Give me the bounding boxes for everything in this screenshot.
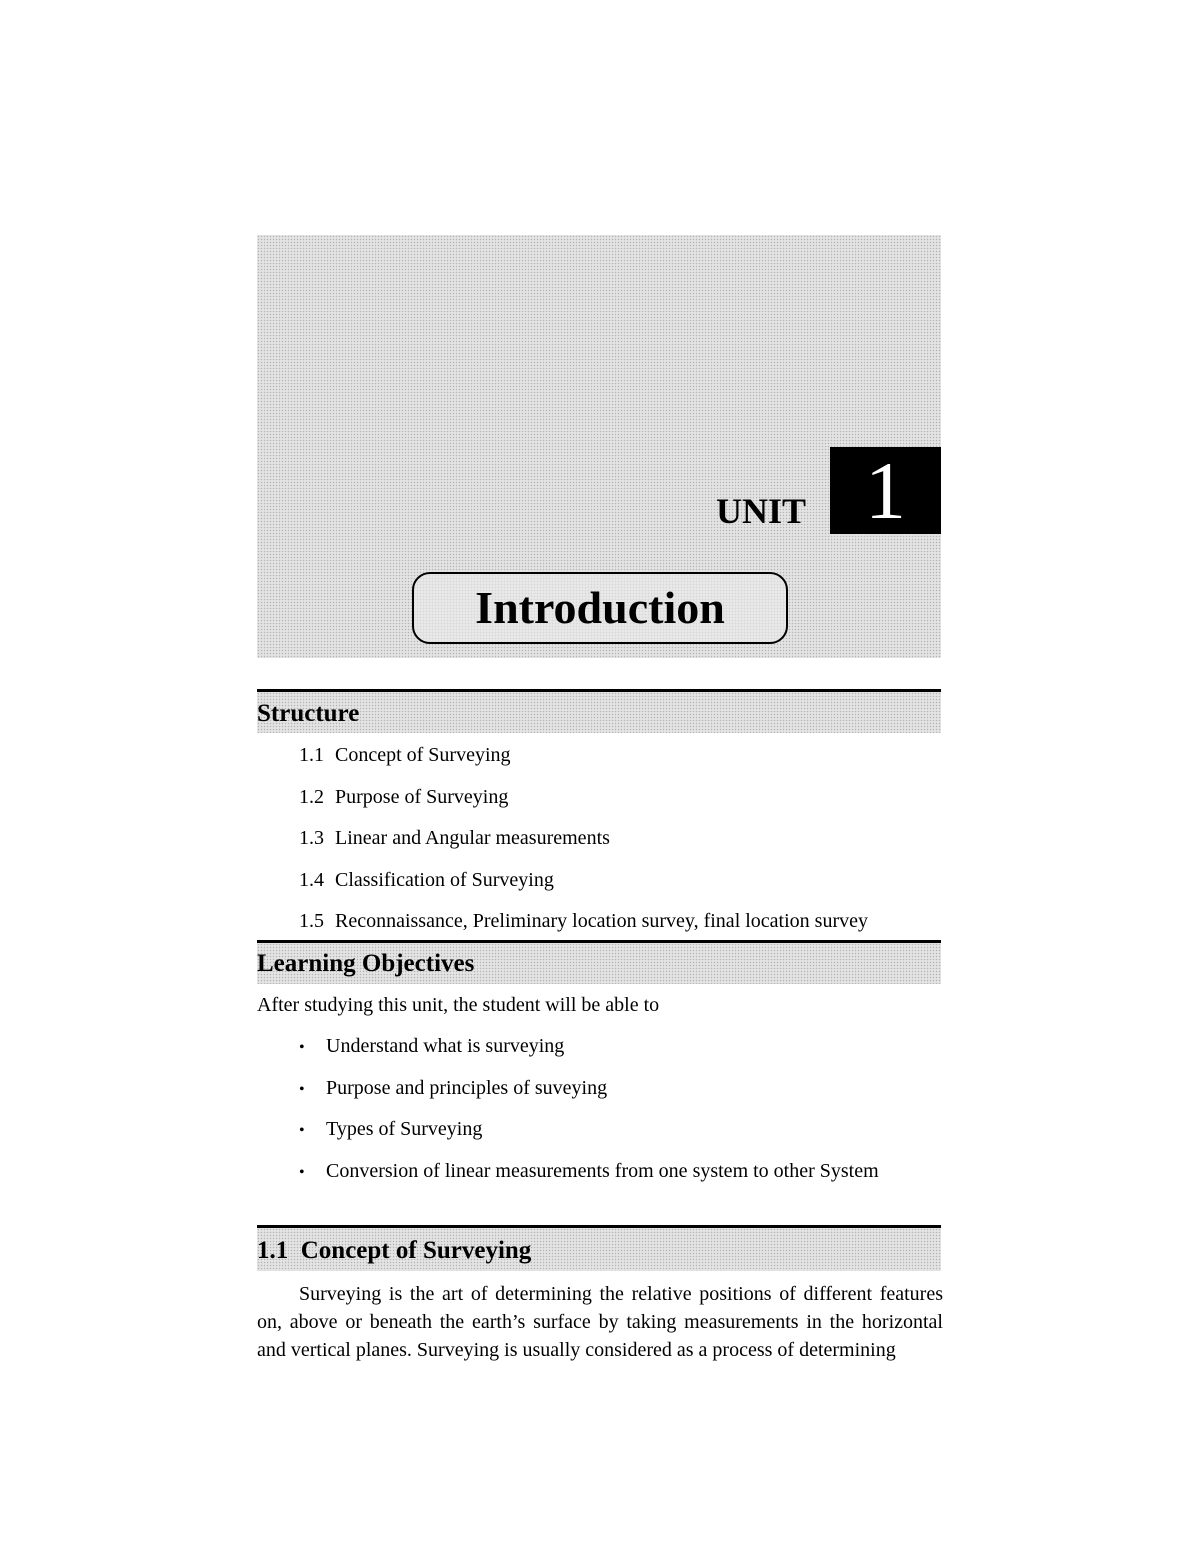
objective-item: [299, 1158, 879, 1186]
toc-item: [299, 742, 511, 768]
toc-item-text: Linear and Angular measurements: [335, 827, 610, 849]
toc-item-number: 1.4: [299, 869, 324, 891]
toc-item-text: Reconnaissance, Preliminary location survey, final location survey: [335, 910, 868, 932]
bullet-icon: •: [299, 1164, 305, 1181]
unit-label: UNIT: [716, 491, 807, 531]
bullet-icon: •: [299, 1039, 305, 1056]
toc-item: [299, 784, 508, 810]
objective-item: [299, 1033, 564, 1061]
objective-text: Conversion of linear measurements from one system to other System: [326, 1160, 879, 1182]
toc-item: [299, 908, 868, 934]
unit-number-badge: 1: [830, 447, 941, 534]
toc-item-number: 1.5: [299, 910, 324, 932]
section-1-1-paragraph: Surveying is the art of determining the relative positions of different features on, above or beneath the earth’s surface by taking measurements in the horizontal and vertical planes. Surveying is usually considered as a process of determining: [257, 1283, 943, 1361]
bullet-icon: •: [299, 1122, 305, 1139]
objectives-intro: After studying this unit, the student will be able to: [257, 994, 660, 1016]
toc-item: [299, 867, 554, 893]
objectives-heading: Learning Objectives: [257, 950, 475, 977]
objective-text: Types of Surveying: [326, 1118, 483, 1140]
objective-item: [299, 1116, 482, 1144]
objective-item: [299, 1075, 607, 1103]
toc-item-number: 1.2: [299, 786, 324, 808]
toc-item-number: 1.3: [299, 827, 324, 849]
section-1-1-heading: 1.1 Concept of Surveying: [257, 1237, 532, 1264]
chapter-title: Introduction: [475, 582, 725, 633]
structure-heading: Structure: [257, 700, 360, 727]
structure-heading-bar: [257, 689, 941, 733]
toc-item-number: 1.1: [299, 744, 324, 766]
toc-item: [299, 825, 610, 851]
bullet-icon: •: [299, 1081, 305, 1098]
objective-text: Purpose and principles of suveying: [326, 1077, 608, 1099]
toc-item-text: Purpose of Surveying: [335, 786, 509, 808]
objective-text: Understand what is surveying: [326, 1035, 565, 1057]
toc-item-text: Concept of Surveying: [335, 744, 511, 766]
toc-item-text: Classification of Surveying: [335, 869, 554, 891]
